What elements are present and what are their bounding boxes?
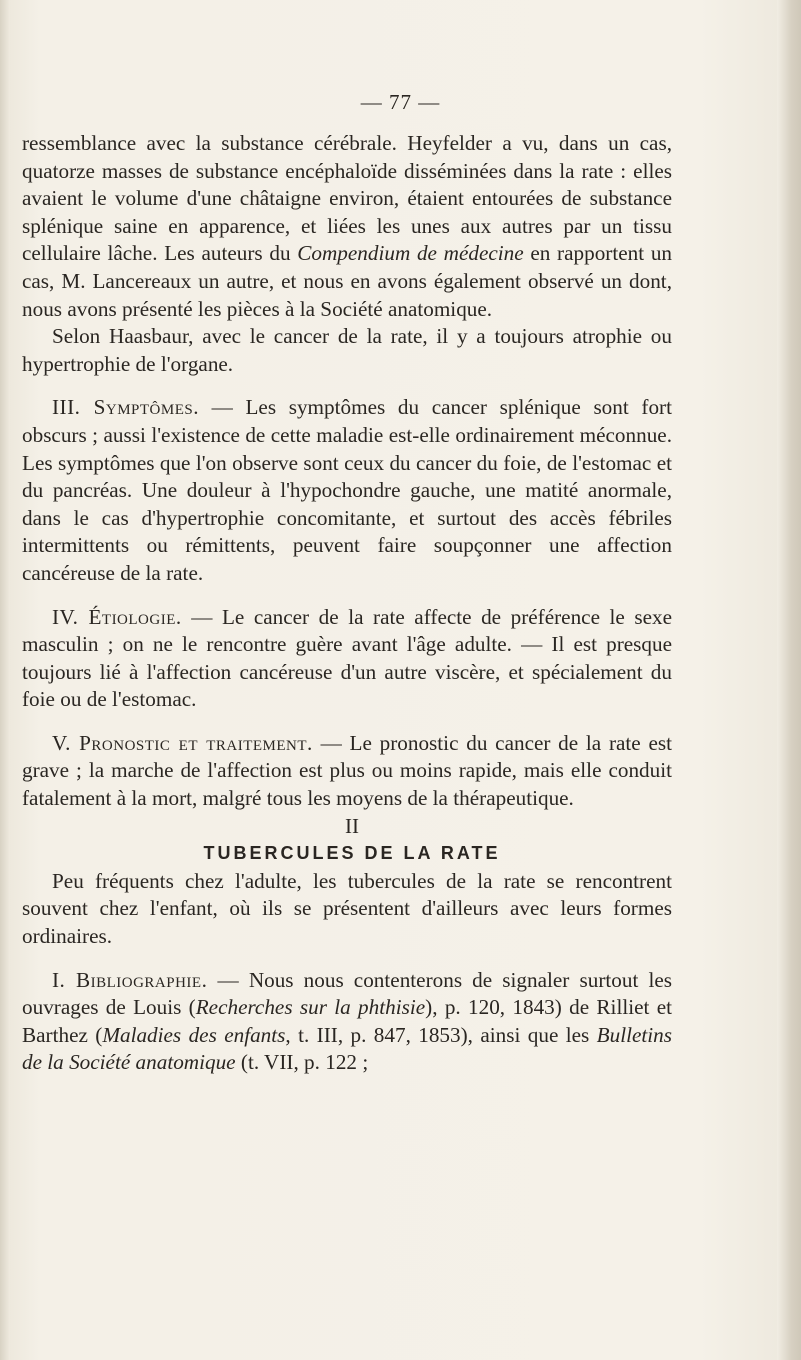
body-text xyxy=(22,130,672,1077)
paragraph-bibliographie: I. Bibliographie. — Nous nous contenterons de signaler surtout les ouvrages de Louis (Recherches sur la phthisie), p. 120, 1843) de Rilliet et Barthez (Maladies des enfants, t. III, p. 847, 1853), ainsi que les Bulletins de la Société anatomique (t. VII, p. 122 ; xyxy=(22,967,672,1075)
paragraph-symptomes: III. Symptômes. — Les symptômes du cancer splénique sont fort obscurs ; aussi l'existence de cette maladie est-elle ordinairement méconnue. Les symptômes que l'on observe sont ceux du cancer du foie, de l'estomac et du pancréas. Une douleur à l'hypochondre gauche, une matité anormale, dans le cas d'hypertrophie concomitante, et surtout des accès fébriles intermittents ou rémittents, peuvent faire soupçonner une affection cancéreuse de la rate. xyxy=(22,395,672,585)
page-left-edge xyxy=(0,0,10,1360)
section-title: TUBERCULES DE LA RATE xyxy=(203,843,501,864)
heading-bibliographie: I. Bibliographie. xyxy=(52,967,208,992)
paragraph-tubercules: Peu fréquents chez l'adulte, les tubercules de la rate se rencontrent souvent chez l'enfant, où ils se présentent d'ailleurs avec leurs formes ordinaires. xyxy=(22,868,672,949)
heading-pronostic: V. Pronostic et traitement. xyxy=(52,730,313,755)
paragraph-cancer-description: ressemblance avec la substance cérébrale. Heyfelder a vu, dans un cas, quatorze masses de substance encéphaloïde disséminées dans la rate : elles avaient le volume d'une châtaigne environ, étaient entourées de substance splénique saine en apparence, et liées les unes aux autres par un tissu cellulaire lâche. Les auteurs du Compendium de médecine en rapportent un cas, M. Lancereaux un autre, et nous en avons également observé un dont, nous avons présenté les pièces à la Société anatomique. xyxy=(22,131,673,321)
heading-symptomes: III. Symptômes. xyxy=(52,395,200,420)
page-number: — 77 — xyxy=(360,90,441,114)
heading-etiologie: IV. Étiologie. xyxy=(52,604,182,629)
page-right-edge xyxy=(777,0,801,1360)
paragraph-haasbaur: Selon Haasbaur, avec le cancer de la rate, il y a toujours atrophie ou hypertrophie de l'organe. xyxy=(22,324,672,376)
paragraph-pronostic: V. Pronostic et traitement. — Le pronostic du cancer de la rate est grave ; la marche de l'affection est plus ou moins rapide, mais elle conduit fatalement à la mort, malgré tous les moyens de la thérapeutique. xyxy=(22,730,672,811)
italic-title-compendium: Compendium de médecine xyxy=(297,241,524,266)
section-number: II xyxy=(345,813,359,838)
paragraph-etiologie: IV. Étiologie. — Le cancer de la rate affecte de préférence le sexe masculin ; on ne le rencontre guère avant l'âge adulte. — Il est presque toujours lié à l'affection cancéreuse d'un autre viscère, et spécialement du foie ou de l'estomac. xyxy=(22,604,673,712)
